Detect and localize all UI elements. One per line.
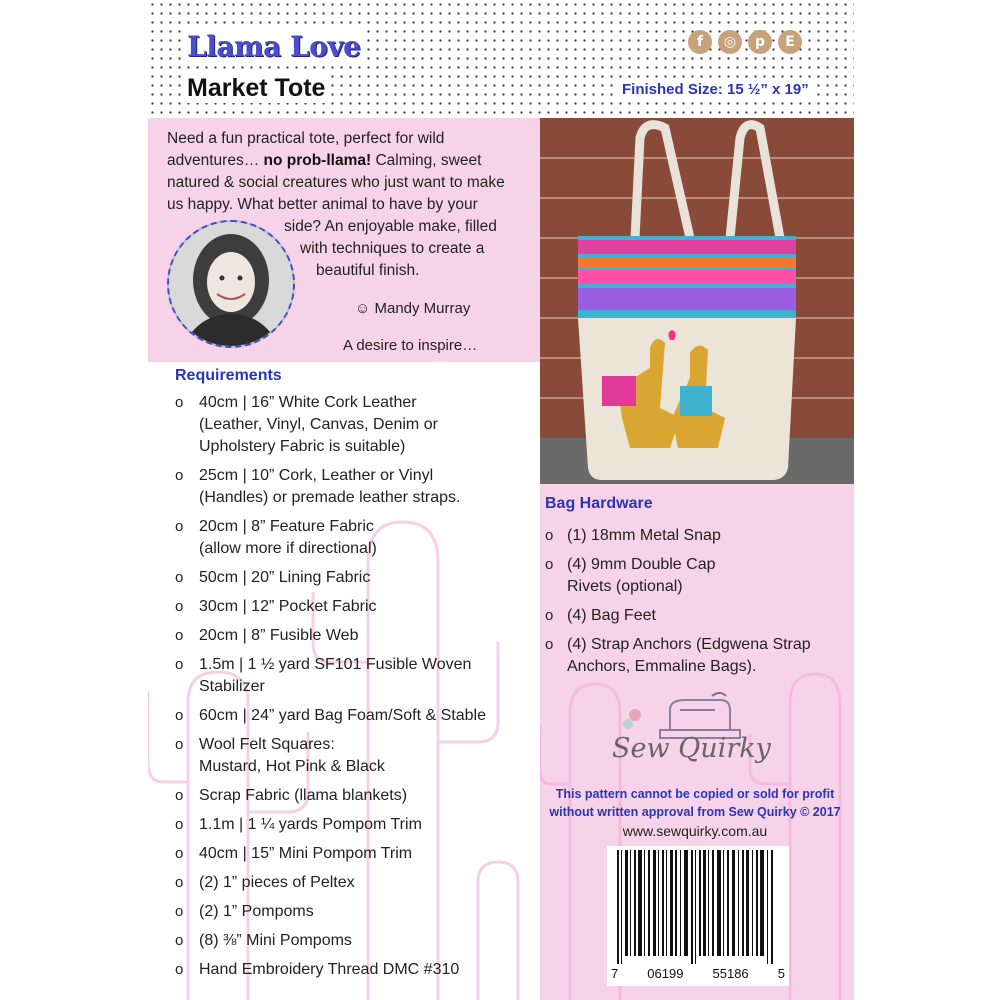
barcode-digit: 5 (777, 966, 785, 981)
list-item: o 40cm | 15” Mini Pompom Trim (175, 843, 535, 865)
copyright-notice (545, 785, 845, 821)
intro-line-part: adventures… (167, 152, 264, 169)
intro-line (167, 150, 537, 172)
barcode-digit: 7 (611, 966, 619, 981)
list-item: o 40cm | 16” White Cork Leather (Leather, Vinyl, Canvas, Denim or Upholstery Fabric is suitable) (175, 392, 535, 458)
barcode-icon (607, 846, 789, 964)
requirements-list (175, 392, 535, 981)
list-item: o 1.5m | 1 ½ yard SF101 Fusible Woven Stabilizer (175, 654, 535, 698)
intro-line: beautiful finish. (316, 262, 420, 279)
tagline: A desire to inspire… (343, 337, 478, 354)
list-item: o 1.1m | 1 ¼ yards Pompom Trim (175, 814, 535, 836)
pattern-subtitle: Market Tote (183, 74, 329, 103)
list-item: o (8) ⅜” Mini Pompoms (175, 930, 535, 952)
intro-line-part: Calming, sweet (371, 152, 482, 169)
list-item: o Wool Felt Squares: Mustard, Hot Pink & Black (175, 734, 535, 778)
list-item: o 25cm | 10” Cork, Leather or Vinyl (Handles) or premade leather straps. (175, 465, 535, 509)
facebook-icon[interactable]: f (688, 30, 712, 54)
author-signature: ☺ Mandy Murray (355, 300, 471, 317)
author-photo (167, 220, 295, 348)
pattern-title: Llama Love (183, 30, 364, 63)
list-item: o (4) Bag Feet (545, 605, 845, 627)
list-item: o (2) 1” Pompoms (175, 901, 535, 923)
list-item: o (1) 18mm Metal Snap (545, 525, 845, 547)
pinterest-icon[interactable]: p (748, 30, 772, 54)
requirements-heading: Requirements (175, 367, 282, 384)
list-item: o (4) 9mm Double Cap Rivets (optional) (545, 554, 845, 598)
hardware-heading: Bag Hardware (545, 495, 653, 512)
list-item: o 30cm | 12” Pocket Fabric (175, 596, 535, 618)
intro-line: Need a fun practical tote, perfect for wild (167, 130, 445, 147)
author-portrait-icon (169, 222, 293, 346)
list-item: o 50cm | 20” Lining Fabric (175, 567, 535, 589)
intro-line: natured & social creatures who just want to make (167, 174, 505, 191)
list-item: o Scrap Fabric (llama blankets) (175, 785, 535, 807)
list-item: o (4) Strap Anchors (Edgwena Strap Anchors, Emmaline Bags). (545, 634, 845, 678)
tote-bag-image-icon (540, 118, 854, 484)
tote-bag-photo (540, 118, 854, 484)
barcode-digit: 06199 (647, 966, 684, 981)
list-item: o (2) 1” pieces of Peltex (175, 872, 535, 894)
intro-highlight: no prob-llama! (263, 152, 372, 169)
barcode-digits (607, 966, 789, 981)
list-item: o 20cm | 8” Fusible Web (175, 625, 535, 647)
etsy-icon[interactable]: E (778, 30, 802, 54)
instagram-icon[interactable]: ◎ (718, 30, 742, 54)
hardware-list (545, 525, 845, 678)
intro-line: side? An enjoyable make, filled (284, 218, 497, 235)
intro-line: us happy. What better animal to have by your (167, 196, 478, 213)
list-item: o Hand Embroidery Thread DMC #310 (175, 959, 535, 981)
website-link[interactable]: www.sewquirky.com.au (622, 823, 768, 839)
social-links (688, 30, 802, 54)
finished-size: Finished Size: 15 ½” x 19” (618, 81, 813, 98)
barcode-digit: 55186 (712, 966, 749, 981)
barcode (607, 846, 789, 986)
copyright-line: This pattern cannot be copied or sold for profit (555, 787, 835, 801)
list-item: o 20cm | 8” Feature Fabric (allow more if directional) (175, 516, 535, 560)
copyright-line: without written approval from Sew Quirky © 2017 (549, 805, 841, 819)
brand-logo-text: Sew Quirky (612, 733, 771, 764)
list-item: o 60cm | 24” yard Bag Foam/Soft & Stable (175, 705, 535, 727)
intro-line: with techniques to create a (300, 240, 485, 257)
